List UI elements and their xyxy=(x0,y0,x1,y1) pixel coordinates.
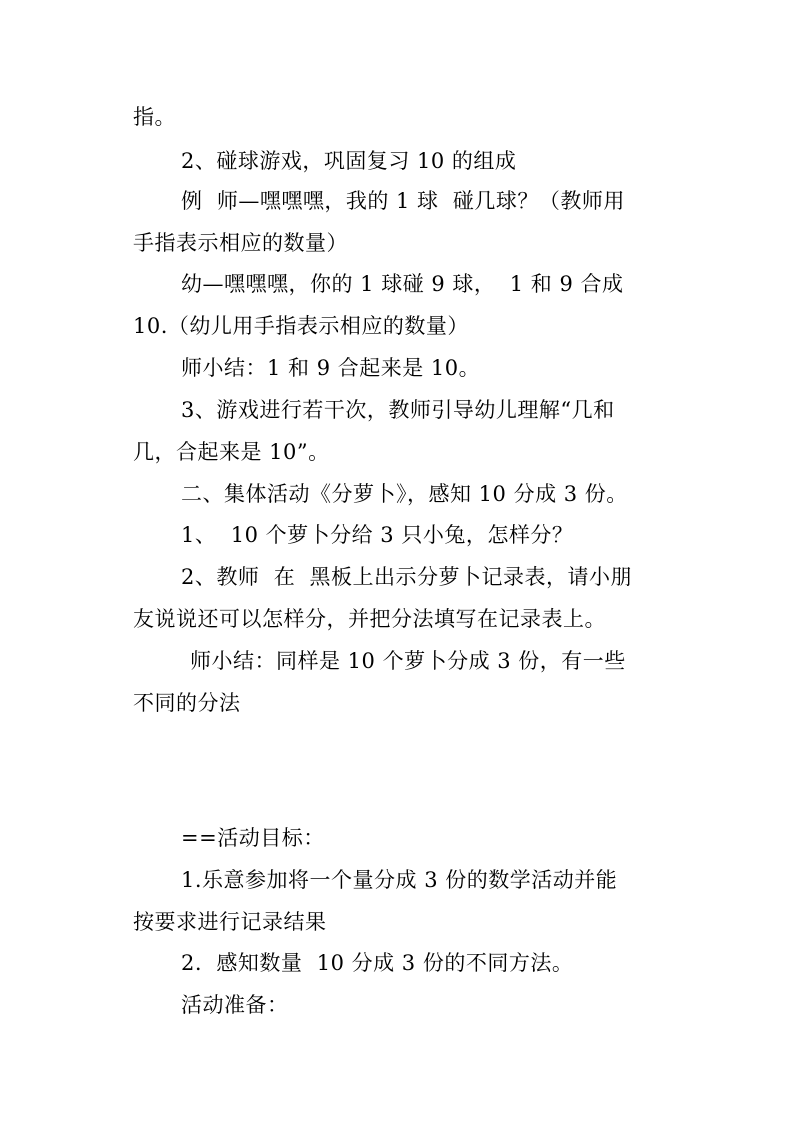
text-line: 2、碰球游戏，巩固复习 10 的组成 xyxy=(181,149,517,173)
text-line: 10.（幼儿用手指表示相应的数量） xyxy=(133,314,469,338)
text-line: 不同的分法 xyxy=(133,691,241,715)
text-line: 2. 感知数量 10 分成 3 份的不同方法。 xyxy=(181,951,574,975)
text-line: 二、集体活动《分萝卜》，感知 10 分成 3 份。 xyxy=(181,482,628,506)
text-line: 例 师—嘿嘿嘿，我的 1 球 碰几球？（教师用 xyxy=(181,189,625,213)
text-line: 师小结：同样是 10 个萝卜分成 3 份，有一些 xyxy=(190,649,626,673)
text-line: 友说说还可以怎样分，并把分法填写在记录表上。 xyxy=(133,607,606,631)
text-line: 1、 10 个萝卜分给 3 只小兔，怎样分？ xyxy=(181,523,574,547)
text-line: 1.乐意参加将一个量分成 3 份的数学活动并能 xyxy=(181,868,618,892)
text-line: ==活动目标： xyxy=(181,826,325,850)
text-line: 3、游戏进行若干次，教师引导幼儿理解“几和 xyxy=(181,398,615,422)
text-line: 手指表示相应的数量） xyxy=(133,231,348,255)
text-line: 按要求进行记录结果 xyxy=(133,910,327,934)
text-line: 几，合起来是 10”。 xyxy=(133,440,330,464)
text-line: 幼—嘿嘿嘿，你的 1 球碰 9 球， 1 和 9 合成 xyxy=(181,272,624,296)
text-line: 师小结：1 和 9 合起来是 10。 xyxy=(181,356,481,380)
text-line: 2、教师 在 黑板上出示分萝卜记录表，请小朋 xyxy=(181,565,633,589)
text-line: 活动准备： xyxy=(181,993,289,1017)
text-line: 指。 xyxy=(133,105,176,129)
